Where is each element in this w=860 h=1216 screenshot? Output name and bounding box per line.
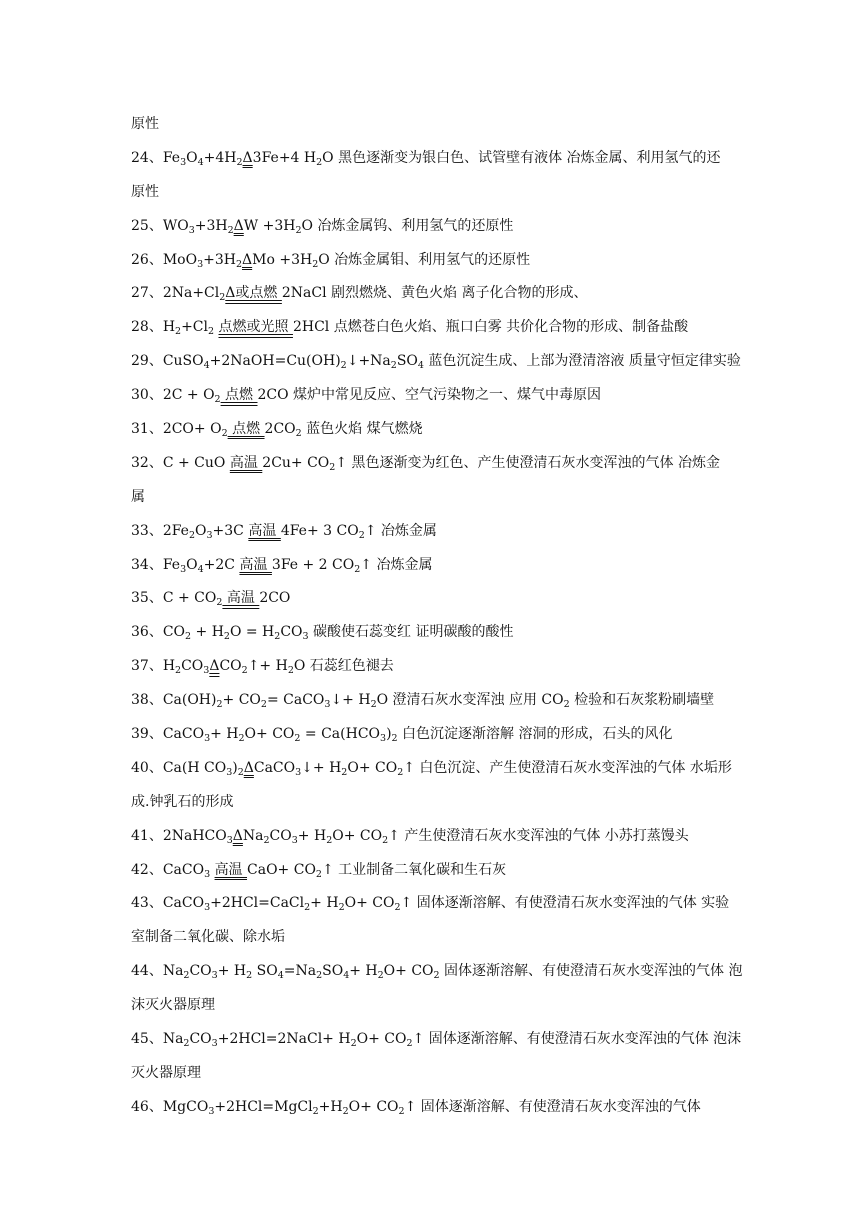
subscript: 2 <box>235 258 243 270</box>
subscript: 2 <box>338 902 345 914</box>
line-text: 33、2Fe <box>131 522 189 539</box>
line-text: 成.钟乳石的形成 <box>131 793 234 810</box>
text-line <box>131 345 741 379</box>
line-text: O+ CO <box>244 726 295 743</box>
line-text: O+ CO <box>344 895 395 912</box>
line-text: ↑ 冶炼金属 <box>364 522 437 539</box>
text-line <box>131 481 736 515</box>
line-text: 检验和石灰浆粉刷墙壁 <box>569 692 715 709</box>
line-text: O <box>186 149 198 166</box>
line-text: +3H <box>194 217 228 234</box>
line-text: 2CO 煤炉中常见反应、空气污染物之一、煤气中毒原因 <box>257 387 602 404</box>
subscript: 3 <box>302 631 309 643</box>
line-text: +H <box>318 1098 343 1115</box>
subscript: 4 <box>203 360 210 372</box>
subscript: 2 <box>340 360 347 372</box>
subscript: 3 <box>291 834 298 846</box>
text-line <box>131 379 736 413</box>
subscript: 2 <box>316 970 323 982</box>
line-text: 碳酸使石蕊变红 证明碳酸的酸性 <box>308 624 514 641</box>
subscript: 4 <box>197 156 204 168</box>
line-text: 4Fe+ 3 CO <box>280 522 359 539</box>
line-text: Na <box>242 827 264 844</box>
line-text: 2NaCl 剧烈燃烧、黄色火焰 离子化合物的形成、 <box>281 285 588 302</box>
line-text: 40、Ca(H CO <box>131 759 227 776</box>
subscript: 2 <box>208 326 215 338</box>
line-text: 29、CuSO <box>131 353 204 370</box>
subscript: 2 <box>221 428 228 440</box>
subscript: 3 <box>204 733 211 745</box>
subscript: 2 <box>315 868 322 880</box>
line-text: O 石蕊红色褪去 <box>293 658 394 675</box>
line-text: SO <box>252 963 278 980</box>
line-text: O 冶炼金属钼、利用氢气的还原性 <box>318 251 531 268</box>
subscript: 2 <box>316 156 323 168</box>
subscript: 3 <box>211 970 218 982</box>
line-text: SO <box>322 963 344 980</box>
line-text: O 黑色逐渐变为银白色、试管壁有液体 冶炼金属、利用氢气的还 <box>322 149 721 166</box>
line-text: +Cl <box>181 319 208 336</box>
line-text: + H <box>349 963 378 980</box>
line-text: 27、2Na+Cl <box>131 285 220 302</box>
reaction-condition: 高温 <box>214 861 248 878</box>
subscript: 2 <box>216 699 223 711</box>
line-text: 3Fe+4 H <box>252 149 317 166</box>
subscript: 2 <box>398 1105 405 1117</box>
subscript: 4 <box>197 563 204 575</box>
line-text: CO <box>219 658 242 675</box>
line-text: 2CO <box>259 590 291 607</box>
line-text: 灭火器原理 <box>131 1064 201 1081</box>
subscript: 2 <box>397 766 404 778</box>
subscript: 2 <box>342 1105 349 1117</box>
line-text: CaCO <box>253 759 296 776</box>
line-text: 38、Ca(OH) <box>131 692 217 709</box>
line-text: ) <box>232 759 238 776</box>
line-text: CO <box>189 1031 212 1048</box>
line-text: 属 <box>131 488 145 505</box>
line-text: 24、Fe <box>131 149 181 166</box>
line-text: ↑ 固体逐渐溶解、有使澄清石灰水变浑浊的气体 泡沫 <box>412 1031 742 1048</box>
reaction-condition: 点燃 <box>227 421 265 438</box>
reaction-list <box>131 108 743 1125</box>
subscript: 3 <box>206 529 213 541</box>
line-text: =Na <box>283 963 317 980</box>
subscript: 3 <box>226 834 233 846</box>
line-text: ↑ 冶炼金属 <box>360 556 433 573</box>
subscript: 2 <box>241 665 248 677</box>
subscript: 2 <box>377 970 384 982</box>
text-line <box>131 650 736 684</box>
subscript: 2 <box>391 733 398 745</box>
line-text: = Ca(HCO <box>300 726 381 743</box>
line-text: O+ CO <box>383 963 434 980</box>
text-line <box>131 413 736 447</box>
subscript: 4 <box>343 970 350 982</box>
line-text: + CO <box>222 692 261 709</box>
subscript: 2 <box>329 461 336 473</box>
subscript: 3 <box>211 1038 218 1050</box>
text-line <box>131 616 736 650</box>
line-text: +3C <box>212 522 249 539</box>
line-text: 35、C + CO <box>131 590 217 607</box>
subscript: 3 <box>226 766 233 778</box>
line-text: 41、2NaHCO <box>131 827 227 844</box>
line-text: 2Cu+ CO <box>262 454 330 471</box>
line-text: 3Fe + 2 CO <box>271 556 355 573</box>
subscript: 4 <box>417 360 424 372</box>
text-line <box>131 684 736 718</box>
reaction-condition: Δ <box>209 658 220 675</box>
subscript: 4 <box>277 970 284 982</box>
line-text: ↓+ H <box>330 692 371 709</box>
line-text: O 冶炼金属钨、利用氢气的还原性 <box>301 217 514 234</box>
line-text: O 澄清石灰水变浑浊 应用 CO <box>376 692 564 709</box>
reaction-condition: 高温 <box>248 522 281 539</box>
reaction-condition: 高温 <box>229 454 263 471</box>
subscript: 2 <box>354 563 361 575</box>
line-text: 28、H <box>131 319 176 336</box>
subscript: 2 <box>406 1038 413 1050</box>
subscript: 2 <box>223 631 230 643</box>
subscript: 2 <box>188 529 196 541</box>
line-text: 26、MoO <box>131 251 198 268</box>
reaction-condition: 点燃 <box>220 387 258 404</box>
line-text: 2CO <box>264 421 296 438</box>
subscript: 2 <box>246 970 253 982</box>
line-text: O+ CO <box>348 1098 399 1115</box>
line-text: +2C <box>203 556 240 573</box>
subscript: 3 <box>204 868 211 880</box>
line-text: + H <box>297 827 327 844</box>
line-text: SO <box>396 353 418 370</box>
subscript: 2 <box>563 699 570 711</box>
text-line <box>131 549 736 583</box>
subscript: 2 <box>358 529 365 541</box>
subscript: 2 <box>394 902 401 914</box>
reaction-condition: 高温 <box>239 556 272 573</box>
subscript: 2 <box>341 766 348 778</box>
line-text: +3H <box>203 251 236 268</box>
line-text: W +3H <box>243 217 296 234</box>
line-text: + H <box>217 963 247 980</box>
text-line <box>131 921 736 955</box>
line-text: 蓝色沉淀生成、上部为澄清溶液 质量守恒定律实验 <box>423 353 741 370</box>
text-line <box>131 447 736 481</box>
subscript: 2 <box>175 665 182 677</box>
line-text: 45、Na <box>131 1031 184 1048</box>
line-text: O <box>186 556 198 573</box>
subscript: 2 <box>274 631 281 643</box>
line-text: ↑ 工业制备二氧化碳和生石灰 <box>321 861 507 878</box>
line-text: 31、2CO+ O <box>131 421 222 438</box>
subscript: 2 <box>312 1105 319 1117</box>
subscript: 3 <box>180 156 187 168</box>
subscript: 2 <box>326 834 333 846</box>
text-line <box>131 887 736 921</box>
subscript: 3 <box>380 733 387 745</box>
line-text: ↑ 固体逐渐溶解、有使澄清石灰水变浑浊的气体 <box>404 1098 701 1115</box>
line-text: +2HCl=CaCl <box>210 895 305 912</box>
subscript: 2 <box>238 733 245 745</box>
line-text: 30、2C + O <box>131 387 215 404</box>
text-line <box>131 311 736 345</box>
line-text: O = H <box>229 624 275 641</box>
line-text: 46、MgCO <box>131 1098 209 1115</box>
text-line <box>131 244 736 278</box>
text-line <box>131 752 736 786</box>
line-text: 蓝色火焰 煤气燃烧 <box>301 421 423 438</box>
line-text: ↓+Na <box>346 353 391 370</box>
text-line <box>131 515 736 549</box>
text-line <box>131 854 736 888</box>
line-text: O+ CO <box>347 759 398 776</box>
text-line <box>131 718 736 752</box>
text-line <box>131 1023 742 1057</box>
line-text: ↓+ H <box>301 759 342 776</box>
line-text: O+ CO <box>332 827 383 844</box>
line-text: 39、CaCO <box>131 726 205 743</box>
subscript: 2 <box>236 156 243 168</box>
text-line <box>131 582 736 616</box>
line-text: 43、CaCO <box>131 895 205 912</box>
subscript: 3 <box>188 224 195 236</box>
line-text: 44、Na <box>131 963 184 980</box>
reaction-condition: Δ或点燃 <box>225 285 282 302</box>
reaction-condition: Δ <box>233 217 244 234</box>
line-text: CO <box>280 624 303 641</box>
line-text: ) <box>386 726 392 743</box>
line-text: CO <box>269 827 292 844</box>
subscript: 2 <box>185 631 192 643</box>
subscript: 2 <box>304 902 311 914</box>
line-text: O <box>195 522 207 539</box>
text-line <box>131 955 743 989</box>
line-text: 32、C + CuO <box>131 454 230 471</box>
subscript: 3 <box>295 766 302 778</box>
subscript: 2 <box>382 834 389 846</box>
line-text: O+ CO <box>356 1031 407 1048</box>
subscript: 3 <box>180 563 187 575</box>
text-line <box>131 1091 736 1125</box>
subscript: 3 <box>197 258 204 270</box>
reaction-condition: Δ <box>243 759 254 776</box>
text-line <box>131 210 736 244</box>
subscript: 2 <box>295 428 302 440</box>
line-text: +2NaOH=Cu(OH) <box>209 353 341 370</box>
line-text: +4H <box>203 149 237 166</box>
subscript: 2 <box>295 224 302 236</box>
subscript: 3 <box>324 699 331 711</box>
line-text: = CaCO <box>266 692 325 709</box>
line-text: + H <box>310 895 339 912</box>
subscript: 2 <box>433 970 440 982</box>
subscript: 2 <box>350 1038 357 1050</box>
line-text: 白色沉淀逐渐溶解 溶洞的形成，石头的风化 <box>397 726 673 743</box>
subscript: 3 <box>208 1105 215 1117</box>
text-line <box>131 786 736 820</box>
line-text: 25、WO <box>131 217 189 234</box>
line-text: +2HCl=2NaCl+ H <box>217 1031 351 1048</box>
line-text: 室制备二氧化碳、除水垢 <box>131 929 285 946</box>
subscript: 2 <box>216 597 223 609</box>
subscript: 2 <box>370 699 377 711</box>
line-text: ↑ 固体逐渐溶解、有使澄清石灰水变浑浊的气体 实验 <box>400 895 730 912</box>
subscript: 3 <box>203 665 210 677</box>
text-line <box>131 108 736 142</box>
text-line <box>131 820 736 854</box>
line-text: 42、CaCO <box>131 861 205 878</box>
subscript: 2 <box>219 292 226 304</box>
subscript: 2 <box>227 224 234 236</box>
subscript: 2 <box>237 766 244 778</box>
subscript: 2 <box>183 970 190 982</box>
subscript: 2 <box>175 326 182 338</box>
line-text: CO <box>189 963 212 980</box>
subscript: 2 <box>287 665 294 677</box>
line-text: 2HCl 点燃苍白色火焰、瓶口白雾 共价化合物的形成、制备盐酸 <box>292 319 689 336</box>
reaction-condition: 点燃或光照 <box>218 319 293 336</box>
subscript: 2 <box>263 834 270 846</box>
line-text: + H <box>210 726 239 743</box>
reaction-condition: 高温 <box>222 590 260 607</box>
reaction-condition: Δ <box>242 149 253 166</box>
text-line <box>131 176 736 210</box>
line-text: 原性 <box>131 116 159 132</box>
line-text: 34、Fe <box>131 556 181 573</box>
subscript: 2 <box>214 394 221 406</box>
line-text: CaO+ CO <box>247 861 316 878</box>
subscript: 3 <box>204 902 211 914</box>
text-line <box>131 1057 736 1091</box>
reaction-condition: Δ <box>232 827 243 844</box>
subscript: 2 <box>260 699 267 711</box>
line-text: CO <box>181 658 204 675</box>
subscript: 2 <box>183 1038 190 1050</box>
line-text: + H <box>191 624 224 641</box>
subscript: 2 <box>390 360 397 372</box>
line-text: ↑+ H <box>247 658 288 675</box>
line-text: 固体逐渐溶解、有使澄清石灰水变浑浊的气体 泡 <box>439 963 743 980</box>
subscript: 2 <box>312 258 319 270</box>
line-text: 原性 <box>131 183 159 200</box>
text-line <box>131 989 736 1023</box>
line-text: 36、CO <box>131 624 186 641</box>
line-text: +2HCl=MgCl <box>214 1098 313 1115</box>
text-line <box>131 277 736 311</box>
line-text: ↑ 黑色逐渐变为红色、产生使澄清石灰水变浑浊的气体 冶炼金 <box>335 454 720 471</box>
line-text: ↑ 产生使澄清石灰水变浑浊的气体 小苏打蒸馒头 <box>388 827 689 844</box>
line-text: 37、H <box>131 658 176 675</box>
subscript: 2 <box>294 733 301 745</box>
reaction-condition: Δ <box>242 251 253 268</box>
line-text: 沫灭火器原理 <box>131 997 215 1014</box>
line-text: ↑ 白色沉淀、产生使澄清石灰水变浑浊的气体 水垢形 <box>403 759 732 776</box>
text-line <box>131 142 736 176</box>
line-text: Mo +3H <box>252 251 313 268</box>
